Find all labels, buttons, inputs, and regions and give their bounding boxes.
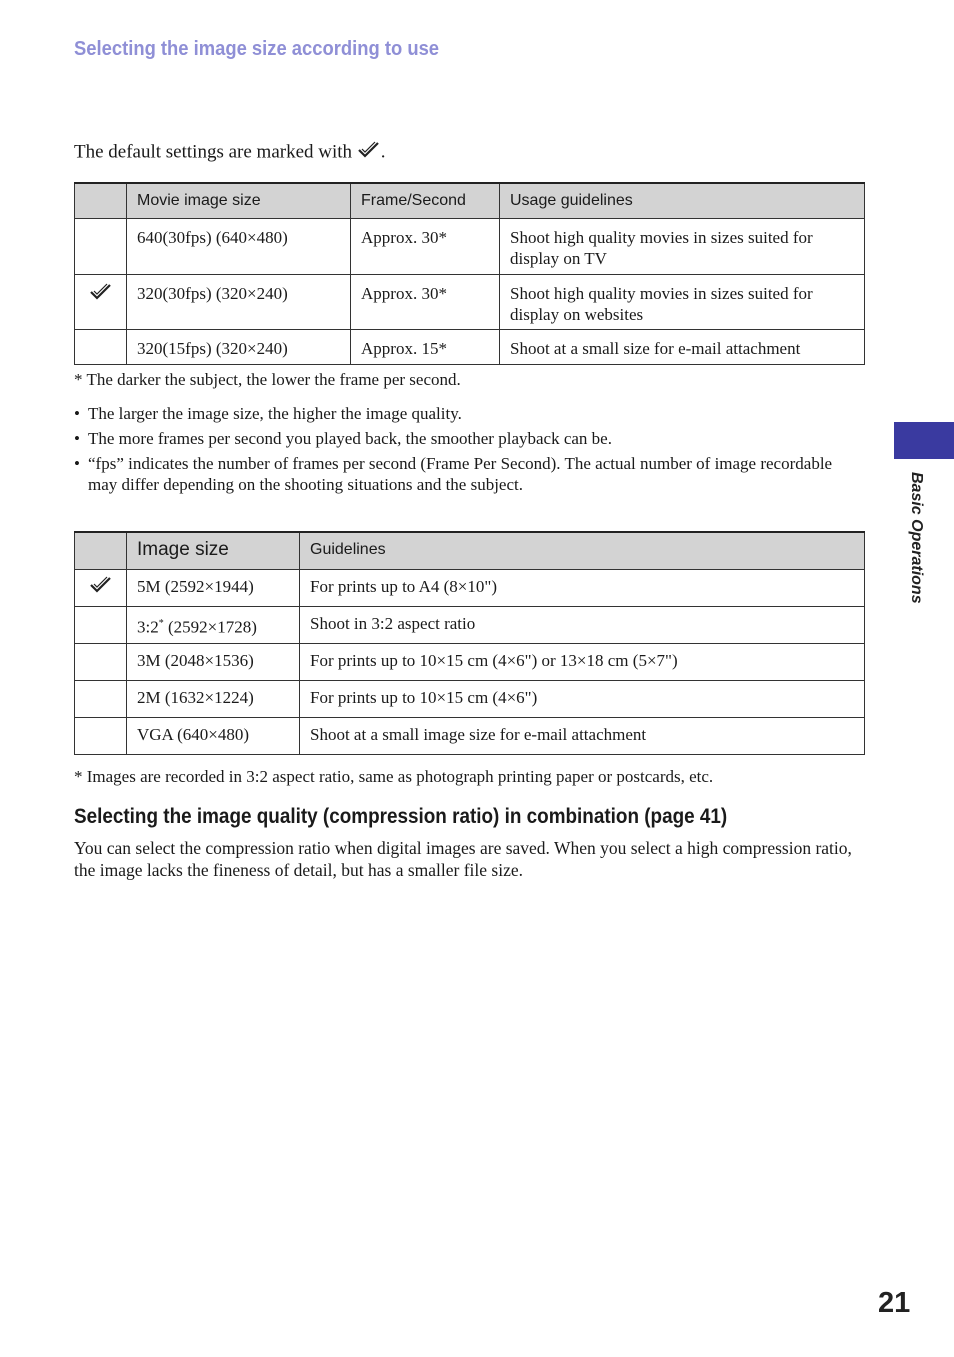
default-marker-cell bbox=[75, 606, 127, 643]
image-size-cell bbox=[127, 606, 300, 643]
movie-size-cell: 640(30fps) (640×480) bbox=[127, 218, 351, 274]
guideline-cell: Shoot in 3:2 aspect ratio bbox=[300, 606, 865, 643]
guideline-cell: For prints up to 10×15 cm (4×6") bbox=[300, 680, 865, 717]
default-marker-cell bbox=[75, 218, 127, 274]
header-cell: Image size bbox=[127, 532, 300, 569]
image-size-cell: 5M (2592×1944) bbox=[127, 569, 300, 606]
header-cell: Frame/Second bbox=[351, 183, 500, 218]
default-marker-cell bbox=[75, 680, 127, 717]
movie-size-table bbox=[74, 182, 865, 365]
list-item: • The more frames per second you played back, the smoother playback can be. bbox=[74, 428, 844, 449]
movie-size-cell: 320(15fps) (320×240) bbox=[127, 329, 351, 364]
footnote-mark: * bbox=[158, 617, 164, 629]
movie-footnote: * The darker the subject, the lower the frame per second. bbox=[74, 370, 461, 389]
table-row bbox=[75, 717, 865, 754]
default-marker-cell bbox=[75, 569, 127, 606]
usage-cell: Shoot high quality movies in sizes suited for display on websites bbox=[500, 274, 865, 329]
default-marker-cell bbox=[75, 274, 127, 329]
fps-cell: Approx. 30* bbox=[351, 274, 500, 329]
table-row bbox=[75, 218, 865, 274]
notes-list bbox=[74, 403, 844, 499]
table-row bbox=[75, 643, 865, 680]
default-check-icon bbox=[89, 576, 113, 599]
table-row bbox=[75, 606, 865, 643]
guideline-cell: Shoot at a small image size for e-mail attachment bbox=[300, 717, 865, 754]
intro-text bbox=[74, 141, 386, 165]
intro-label: The default settings are marked with bbox=[74, 141, 353, 163]
page-number: 21 bbox=[878, 1287, 911, 1319]
table-header-row bbox=[75, 532, 865, 569]
default-marker-cell bbox=[75, 643, 127, 680]
section-title: Selecting the image size according to use bbox=[74, 38, 440, 60]
aspect-label: 3:2 bbox=[137, 617, 159, 637]
usage-cell: Shoot at a small size for e-mail attachment bbox=[500, 329, 865, 364]
section-tab bbox=[894, 422, 954, 459]
table-row bbox=[75, 680, 865, 717]
aspect-size: (2592×1728) bbox=[167, 617, 257, 637]
table-row bbox=[75, 569, 865, 606]
image-size-cell: 2M (1632×1224) bbox=[127, 680, 300, 717]
header-cell: Movie image size bbox=[127, 183, 351, 218]
default-marker-cell bbox=[75, 717, 127, 754]
quality-heading: Selecting the image quality (compression ratio) in combination (page 41) bbox=[74, 805, 728, 828]
list-item: • “fps” indicates the number of frames per second (Frame Per Second). The actual number of image recordable may differ depending on the shooting situations and the subject. bbox=[74, 453, 844, 495]
usage-cell: Shoot high quality movies in sizes suited for display on TV bbox=[500, 218, 865, 274]
quality-body: You can select the compression ratio when digital images are saved. When you select a high compression ratio, the image lacks the fineness of detail, but has a smaller file size. bbox=[74, 838, 852, 880]
table-row bbox=[75, 329, 865, 364]
guideline-cell: For prints up to 10×15 cm (4×6") or 13×18 cm (5×7") bbox=[300, 643, 865, 680]
intro-suffix: . bbox=[380, 141, 386, 163]
fps-cell: Approx. 30* bbox=[351, 218, 500, 274]
default-check-icon bbox=[89, 283, 113, 306]
table-header-row bbox=[75, 183, 865, 218]
image-size-table bbox=[74, 531, 865, 755]
movie-size-cell: 320(30fps) (320×240) bbox=[127, 274, 351, 329]
section-tab-label: Basic Operations bbox=[908, 472, 925, 604]
list-item: • The larger the image size, the higher the image quality. bbox=[74, 403, 844, 424]
image-size-cell: 3M (2048×1536) bbox=[127, 643, 300, 680]
guideline-cell: For prints up to A4 (8×10") bbox=[300, 569, 865, 606]
fps-cell: Approx. 15* bbox=[351, 329, 500, 364]
default-check-icon bbox=[357, 141, 381, 165]
default-marker-cell bbox=[75, 329, 127, 364]
header-cell bbox=[75, 183, 127, 218]
image-size-cell: VGA (640×480) bbox=[127, 717, 300, 754]
header-cell bbox=[75, 532, 127, 569]
table-row bbox=[75, 274, 865, 329]
header-cell: Usage guidelines bbox=[500, 183, 865, 218]
image-footnote: * Images are recorded in 3:2 aspect ratio, same as photograph printing paper or postcards, etc. bbox=[74, 767, 714, 786]
header-cell: Guidelines bbox=[300, 532, 865, 569]
